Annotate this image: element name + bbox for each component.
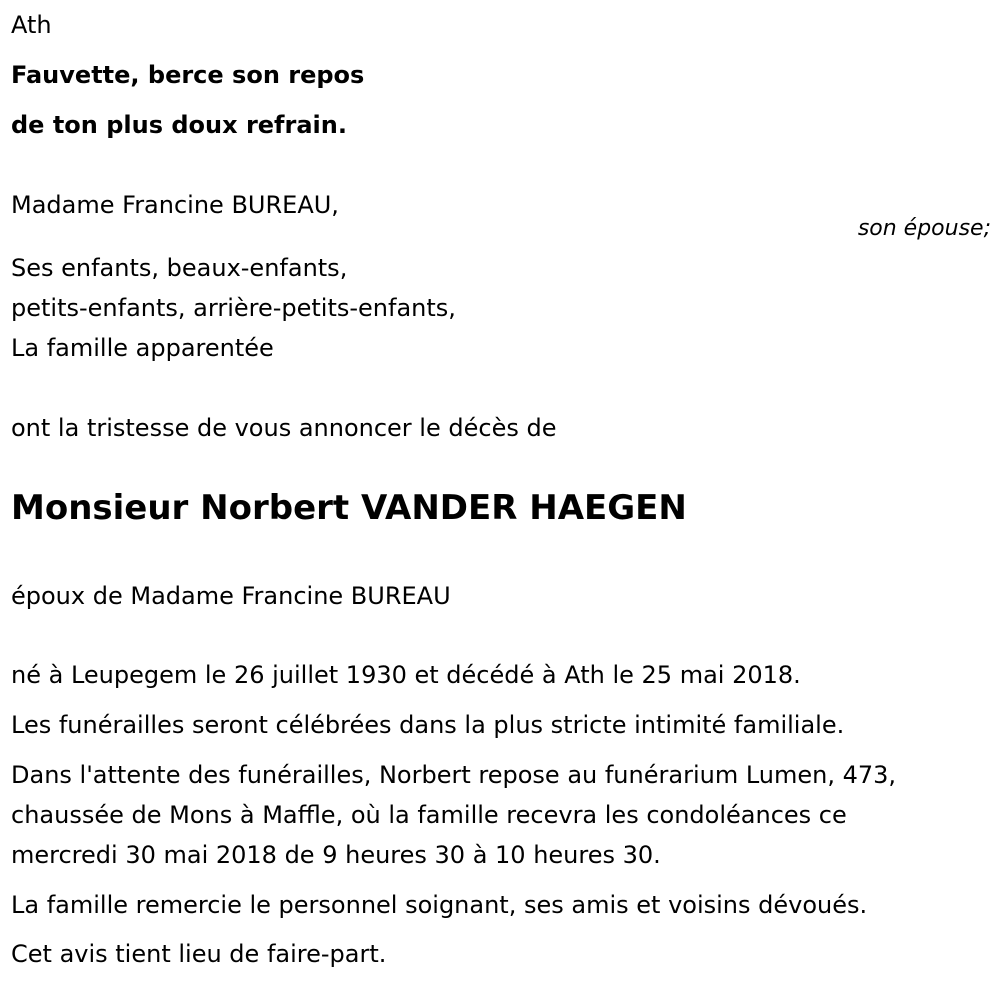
poem-line-1: Fauvette, berce son repos [11, 61, 365, 89]
notice: Cet avis tient lieu de faire-part. [11, 940, 387, 968]
family-line-1: Ses enfants, beaux-enfants, [11, 254, 348, 282]
deceased-name: Monsieur Norbert VANDER HAEGEN [11, 488, 687, 528]
repose-line-2: chaussée de Mons à Maffle, où la famille recevra les condoléances ce [11, 801, 847, 829]
birth-death: né à Leupegem le 26 juillet 1930 et décédé à Ath le 25 mai 2018. [11, 661, 801, 689]
spouse-role: son épouse; [857, 216, 991, 241]
thanks: La famille remercie le personnel soignant, ses amis et voisins dévoués. [11, 891, 868, 919]
family-line-2: petits-enfants, arrière-petits-enfants, [11, 294, 456, 322]
spouse-name: Madame Francine BUREAU, [11, 191, 339, 219]
poem-line-2: de ton plus doux refrain. [11, 111, 347, 139]
funeral-info: Les funérailles seront célébrées dans la plus stricte intimité familiale. [11, 711, 845, 739]
location: Ath [11, 11, 52, 39]
announcement: ont la tristesse de vous annoncer le décès de [11, 414, 557, 442]
family-line-3: La famille apparentée [11, 334, 274, 362]
spouse-of: époux de Madame Francine BUREAU [11, 582, 451, 610]
repose-line-1: Dans l'attente des funérailles, Norbert repose au funérarium Lumen, 473, [11, 761, 897, 789]
repose-line-3: mercredi 30 mai 2018 de 9 heures 30 à 10 heures 30. [11, 841, 661, 869]
